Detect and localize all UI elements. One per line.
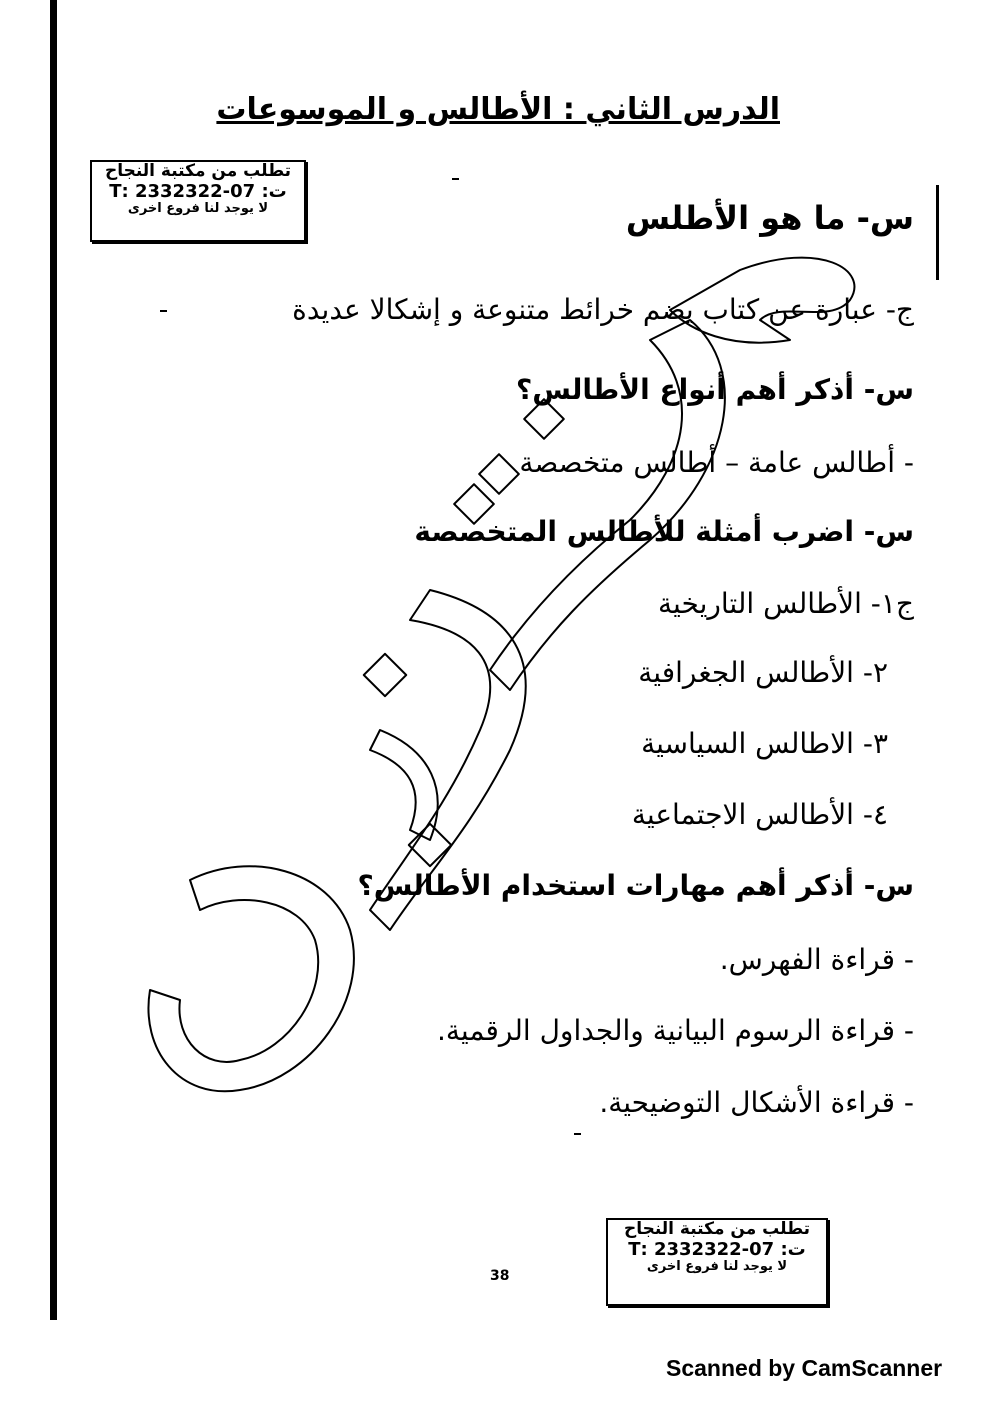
stamp-line-phone: ت: 07-2332322 :T xyxy=(109,180,287,202)
answer-1: ج- عبارة عن كتاب يضم خرائط متنوعة و إشكالا عديدة xyxy=(292,293,914,326)
answer-3-item-4: ٤- الأطالس الاجتماعية xyxy=(631,798,888,831)
margin-rule xyxy=(936,185,939,280)
answer-4-item-1: - قراءة الفهرس. xyxy=(719,943,914,976)
answer-3-item-2: ٢- الأطالس الجغرافية xyxy=(638,656,888,689)
stamp-line-library: تطلب من مكتبة النجاح xyxy=(104,161,292,181)
lesson-title: الدرس الثاني : الأطالس و الموسوعات xyxy=(216,92,780,127)
binding-edge xyxy=(50,0,57,1320)
answer-3-item-3: ٣- الاطالس السياسية xyxy=(641,727,888,760)
question-2: س- أذكر أهم أنواع الأطالس؟ xyxy=(516,373,914,406)
scanner-footer: Scanned by CamScanner xyxy=(666,1355,943,1381)
stamp-line-library: تطلب من مكتبة النجاح xyxy=(623,1219,811,1239)
answer-2: - أطالس عامة – أطالس متخصصة xyxy=(519,446,914,479)
watermark-dot-4 xyxy=(364,654,406,696)
library-stamp-bottom xyxy=(606,1218,828,1306)
scan-speck xyxy=(452,178,459,180)
answer-4-item-3: - قراءة الأشكال التوضيحية. xyxy=(599,1086,914,1119)
page-number: 38 xyxy=(490,1268,510,1284)
question-1: س- ما هو الأطلس xyxy=(625,199,914,237)
question-3: س- اضرب أمثلة للأطالس المتخصصة xyxy=(414,515,914,548)
answer-3-item-1: ج١- الأطالس التاريخية xyxy=(658,587,914,620)
scan-speck xyxy=(160,310,167,312)
library-stamp-top xyxy=(90,160,306,242)
watermark-stroke-4 xyxy=(370,730,438,840)
scan-speck xyxy=(574,1133,581,1135)
watermark-dot-1 xyxy=(479,454,519,494)
watermark-stroke-3 xyxy=(148,866,353,1091)
answer-4-item-2: - قراءة الرسوم البيانية والجداول الرقمية. xyxy=(436,1014,914,1047)
stamp-line-branches: لا يوجد لنا فروع اخرى xyxy=(127,201,269,217)
stamp-line-branches: لا يوجد لنا فروع اخرى xyxy=(646,1259,788,1275)
stamp-line-phone: ت: 07-2332322 :T xyxy=(628,1238,806,1260)
question-4: س- أذكر أهم مهارات استخدام الأطالس؟ xyxy=(357,869,914,902)
